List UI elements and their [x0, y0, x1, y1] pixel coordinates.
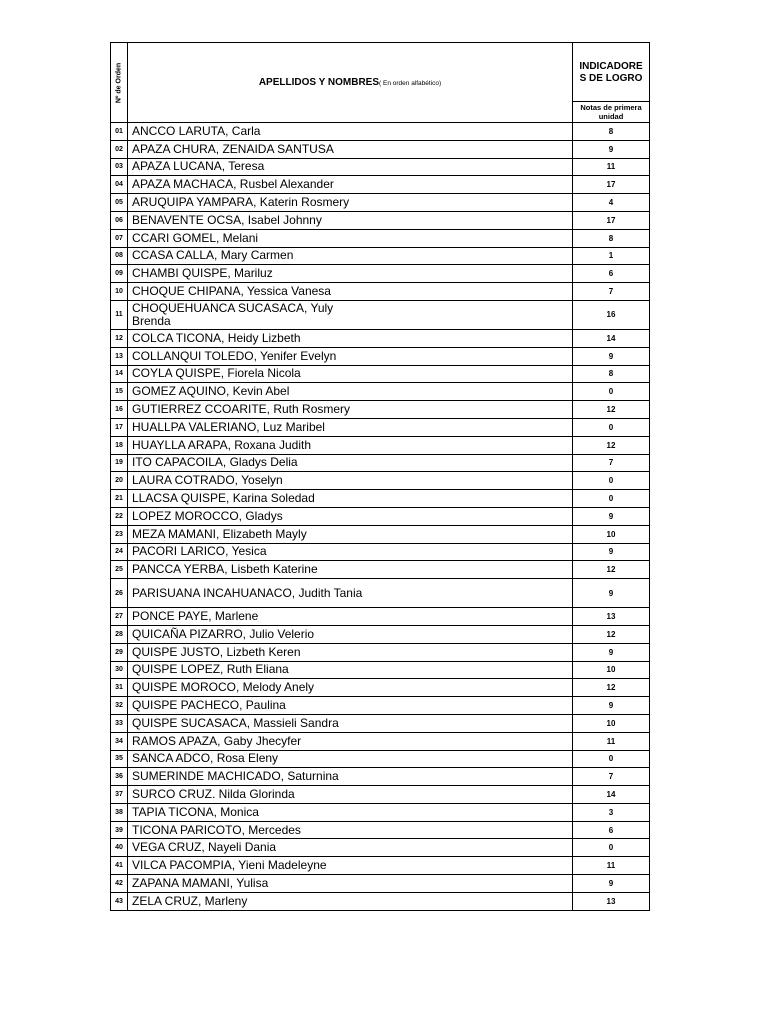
- student-name: [128, 194, 573, 212]
- order-number: 02: [111, 140, 128, 158]
- order-number: 17: [111, 418, 128, 436]
- student-name: [128, 857, 573, 875]
- grade-value: 0: [573, 383, 650, 401]
- order-number: 05: [111, 194, 128, 212]
- student-name-text: PARISUANA INCAHUANACO, Judith Tania: [132, 585, 363, 600]
- student-name-text: CCARI GOMEL, Melani: [132, 230, 259, 245]
- student-name-text: QUISPE PACHECO, Paulina: [132, 698, 286, 712]
- table-row: [111, 507, 650, 525]
- grade-value: 9: [573, 697, 650, 715]
- grade-value: 9: [573, 507, 650, 525]
- grade-value: 16: [573, 300, 650, 329]
- table-row: [111, 525, 650, 543]
- grade-value: 9: [573, 579, 650, 608]
- table-row: [111, 786, 650, 804]
- grade-value: 0: [573, 839, 650, 857]
- student-name: [128, 472, 573, 490]
- student-name-text: CHOQUE CHIPANA, Yessica Vanesa: [132, 284, 331, 299]
- student-name-text: SURCO CRUZ. Nilda Glorinda: [132, 786, 295, 801]
- student-name: [128, 643, 573, 661]
- order-number: 39: [111, 821, 128, 839]
- student-name: [128, 140, 573, 158]
- student-name-text: APAZA CHURA, ZENAIDA SANTUSA: [132, 141, 334, 156]
- student-name: [128, 454, 573, 472]
- order-header-cell: [111, 43, 128, 123]
- table-row: [111, 283, 650, 301]
- order-number: 24: [111, 543, 128, 561]
- student-name-text: COLCA TICONA, Heidy Lizbeth: [132, 330, 301, 345]
- grades-sheet: [110, 42, 649, 911]
- student-name-text: PONCE PAYE, Marlene: [132, 609, 259, 624]
- order-number: 19: [111, 454, 128, 472]
- table-row: [111, 625, 650, 643]
- student-name: [128, 265, 573, 283]
- student-name: [128, 436, 573, 454]
- grades-header-cell: [573, 102, 650, 123]
- grade-value: 10: [573, 525, 650, 543]
- table-row: [111, 229, 650, 247]
- order-number: 20: [111, 472, 128, 490]
- student-name: [128, 490, 573, 508]
- student-name: [128, 608, 573, 626]
- order-number: 07: [111, 229, 128, 247]
- grade-value: 6: [573, 821, 650, 839]
- table-row: [111, 329, 650, 347]
- student-name-text: QUISPE SUCASACA, Massieli Sandra: [132, 715, 339, 730]
- student-name: [128, 365, 573, 383]
- student-name-text: CHOQUEHUANCA SUCASACA, Yuly Brenda: [132, 300, 334, 328]
- table-row: [111, 472, 650, 490]
- table-row: [111, 608, 650, 626]
- student-name: [128, 418, 573, 436]
- grades-table: [110, 42, 650, 911]
- grade-value: 9: [573, 875, 650, 893]
- order-number: 37: [111, 786, 128, 804]
- student-name-text: QUISPE JUSTO, Lizbeth Keren: [132, 644, 301, 659]
- table-row: [111, 300, 650, 329]
- student-name-text: LAURA COTRADO, Yoselyn: [132, 473, 283, 488]
- student-name-text: VILCA PACOMPIA, Yieni Madeleyne: [132, 858, 327, 873]
- order-number: 29: [111, 643, 128, 661]
- table-row: [111, 875, 650, 893]
- grade-value: 9: [573, 140, 650, 158]
- order-number: 43: [111, 892, 128, 910]
- student-name: [128, 247, 573, 265]
- student-name-text: QUICAÑA PIZARRO, Julio Velerio: [132, 626, 315, 641]
- order-number: 30: [111, 661, 128, 679]
- order-number: 06: [111, 211, 128, 229]
- order-number: 23: [111, 525, 128, 543]
- grade-value: 12: [573, 401, 650, 419]
- header-row: [111, 43, 650, 102]
- student-name-text: CHAMBI QUISPE, Mariluz: [132, 266, 273, 281]
- student-name: [128, 176, 573, 194]
- order-number: 18: [111, 436, 128, 454]
- names-header-label: APELLIDOS Y NOMBRES: [258, 77, 380, 88]
- student-name-text: LOPEZ MOROCCO, Gladys: [132, 508, 283, 523]
- names-header-note: ( En orden alfabético): [379, 80, 442, 87]
- student-name: [128, 892, 573, 910]
- table-row: [111, 732, 650, 750]
- order-number: 01: [111, 123, 128, 141]
- order-number: 35: [111, 750, 128, 768]
- student-name-text: SANCA ADCO, Rosa Eleny: [132, 751, 279, 766]
- table-row: [111, 140, 650, 158]
- table-row: [111, 579, 650, 608]
- order-number: 09: [111, 265, 128, 283]
- grades-header-label: Notas de primera unidad: [580, 103, 642, 121]
- student-name-text: APAZA LUCANA, Teresa: [132, 159, 265, 174]
- student-name-text: ZAPANA MAMANI, Yulisa: [132, 875, 269, 890]
- table-row: [111, 347, 650, 365]
- student-name-text: APAZA MACHACA, Rusbel Alexander: [132, 177, 334, 192]
- table-row: [111, 418, 650, 436]
- grade-value: 17: [573, 176, 650, 194]
- student-name: [128, 507, 573, 525]
- table-row: [111, 401, 650, 419]
- table-row: [111, 123, 650, 141]
- grade-value: 0: [573, 472, 650, 490]
- grade-value: 9: [573, 543, 650, 561]
- student-name: [128, 283, 573, 301]
- grade-value: 13: [573, 892, 650, 910]
- student-name-text: SUMERINDE MACHICADO, Saturnina: [132, 769, 339, 784]
- student-name: [128, 732, 573, 750]
- table-row: [111, 643, 650, 661]
- grade-value: 12: [573, 436, 650, 454]
- table-row: [111, 543, 650, 561]
- order-number: 14: [111, 365, 128, 383]
- student-name: [128, 543, 573, 561]
- grade-value: 11: [573, 732, 650, 750]
- student-name: [128, 123, 573, 141]
- table-row: [111, 679, 650, 697]
- student-name-text: GOMEZ AQUINO, Kevin Abel: [132, 384, 290, 399]
- student-name-text: ARUQUIPA YAMPARA, Katerin Rosmery: [132, 195, 350, 210]
- grade-value: 7: [573, 454, 650, 472]
- table-row: [111, 768, 650, 786]
- table-row: [111, 857, 650, 875]
- grade-value: 12: [573, 679, 650, 697]
- student-name: [128, 697, 573, 715]
- grade-value: 12: [573, 561, 650, 579]
- names-header-cell: [128, 43, 573, 123]
- order-number: 27: [111, 608, 128, 626]
- student-name-text: ZELA CRUZ, Marleny: [132, 893, 248, 908]
- grade-value: 4: [573, 194, 650, 212]
- student-name-text: VEGA CRUZ, Nayeli Dania: [132, 840, 277, 855]
- grade-value: 6: [573, 265, 650, 283]
- grade-value: 17: [573, 211, 650, 229]
- student-name-text: ITO CAPACOILA, Gladys Delia: [132, 455, 298, 470]
- grade-value: 3: [573, 803, 650, 821]
- table-row: [111, 839, 650, 857]
- table-row: [111, 436, 650, 454]
- student-name: [128, 561, 573, 579]
- student-name-text: TAPIA TICONA, Monica: [132, 804, 259, 819]
- order-number: 13: [111, 347, 128, 365]
- student-name: [128, 625, 573, 643]
- grade-value: 7: [573, 768, 650, 786]
- table-row: [111, 561, 650, 579]
- student-name-text: COYLA QUISPE, Fiorela Nicola: [132, 366, 301, 381]
- order-number: 12: [111, 329, 128, 347]
- indicators-header-label: INDICADORES DE LOGRO: [579, 61, 643, 84]
- order-number: 08: [111, 247, 128, 265]
- grade-value: 7: [573, 283, 650, 301]
- grade-value: 8: [573, 365, 650, 383]
- student-name: [128, 211, 573, 229]
- grade-value: 0: [573, 418, 650, 436]
- order-number: 10: [111, 283, 128, 301]
- student-name-text: ANCCO LARUTA, Carla: [132, 123, 261, 138]
- order-number: 36: [111, 768, 128, 786]
- table-row: [111, 892, 650, 910]
- student-name: [128, 839, 573, 857]
- order-number: 41: [111, 857, 128, 875]
- table-row: [111, 697, 650, 715]
- order-number: 31: [111, 679, 128, 697]
- grade-value: 0: [573, 750, 650, 768]
- grade-value: 13: [573, 608, 650, 626]
- grade-value: 10: [573, 661, 650, 679]
- student-name: [128, 525, 573, 543]
- student-name: [128, 768, 573, 786]
- table-row: [111, 194, 650, 212]
- grade-value: 1: [573, 247, 650, 265]
- student-name-text: HUAYLLA ARAPA, Roxana Judith: [132, 437, 311, 452]
- order-number: 38: [111, 803, 128, 821]
- table-row: [111, 247, 650, 265]
- order-number: 32: [111, 697, 128, 715]
- table-row: [111, 821, 650, 839]
- order-number: 33: [111, 714, 128, 732]
- grade-value: 11: [573, 158, 650, 176]
- student-name-text: COLLANQUI TOLEDO, Yenifer Evelyn: [132, 348, 337, 363]
- table-row: [111, 211, 650, 229]
- grade-value: 0: [573, 490, 650, 508]
- student-name: [128, 875, 573, 893]
- student-name: [128, 383, 573, 401]
- student-name: [128, 401, 573, 419]
- table-row: [111, 454, 650, 472]
- grade-value: 10: [573, 714, 650, 732]
- grade-value: 8: [573, 123, 650, 141]
- student-name-text: MEZA MAMANI, Elizabeth Mayly: [132, 526, 307, 541]
- order-number: 26: [111, 579, 128, 608]
- student-name: [128, 661, 573, 679]
- order-number: 28: [111, 625, 128, 643]
- student-name-text: LLACSA QUISPE, Karina Soledad: [132, 491, 315, 506]
- table-row: [111, 158, 650, 176]
- table-row: [111, 365, 650, 383]
- order-number: 04: [111, 176, 128, 194]
- order-number: 11: [111, 300, 128, 329]
- student-name: [128, 229, 573, 247]
- order-number: 42: [111, 875, 128, 893]
- order-number: 40: [111, 839, 128, 857]
- table-row: [111, 750, 650, 768]
- order-number: 15: [111, 383, 128, 401]
- student-name-text: PACORI LARICO, Yesica: [132, 544, 267, 559]
- order-number: 03: [111, 158, 128, 176]
- table-row: [111, 176, 650, 194]
- table-row: [111, 490, 650, 508]
- order-number: 34: [111, 732, 128, 750]
- table-row: [111, 383, 650, 401]
- student-name-text: RAMOS APAZA, Gaby Jhecyfer: [132, 733, 302, 748]
- order-number: 25: [111, 561, 128, 579]
- student-name: [128, 329, 573, 347]
- table-row: [111, 661, 650, 679]
- student-name: [128, 158, 573, 176]
- student-name: [128, 714, 573, 732]
- student-name: [128, 803, 573, 821]
- order-number: 16: [111, 401, 128, 419]
- student-name-text: CCASA CALLA, Mary Carmen: [132, 248, 294, 263]
- indicators-header-cell: [573, 43, 650, 102]
- student-name: [128, 579, 573, 608]
- grade-value: 11: [573, 857, 650, 875]
- grade-value: 14: [573, 786, 650, 804]
- student-name: [128, 750, 573, 768]
- grade-value: 9: [573, 347, 650, 365]
- grade-value: 14: [573, 329, 650, 347]
- student-name-text: QUISPE MOROCO, Melody Anely: [132, 680, 315, 695]
- student-name: [128, 300, 573, 329]
- student-name-text: BENAVENTE OCSA, Isabel Johnny: [132, 212, 322, 227]
- order-header-label: Nº de Orden: [115, 62, 123, 103]
- student-name-text: PANCCA YERBA, Lisbeth Katerine: [132, 562, 318, 577]
- student-name: [128, 786, 573, 804]
- student-name-text: TICONA PARICOTO, Mercedes: [132, 822, 301, 837]
- student-name-text: QUISPE LOPEZ, Ruth Eliana: [132, 662, 289, 677]
- grade-value: 12: [573, 625, 650, 643]
- order-number: 21: [111, 490, 128, 508]
- student-name: [128, 347, 573, 365]
- student-name-text: HUALLPA VALERIANO, Luz Maribel: [132, 419, 325, 434]
- table-row: [111, 265, 650, 283]
- order-number: 22: [111, 507, 128, 525]
- table-row: [111, 803, 650, 821]
- grade-value: 9: [573, 643, 650, 661]
- student-name-text: GUTIERREZ CCOARITE, Ruth Rosmery: [132, 402, 351, 417]
- grade-value: 8: [573, 229, 650, 247]
- table-row: [111, 714, 650, 732]
- student-name: [128, 679, 573, 697]
- student-name: [128, 821, 573, 839]
